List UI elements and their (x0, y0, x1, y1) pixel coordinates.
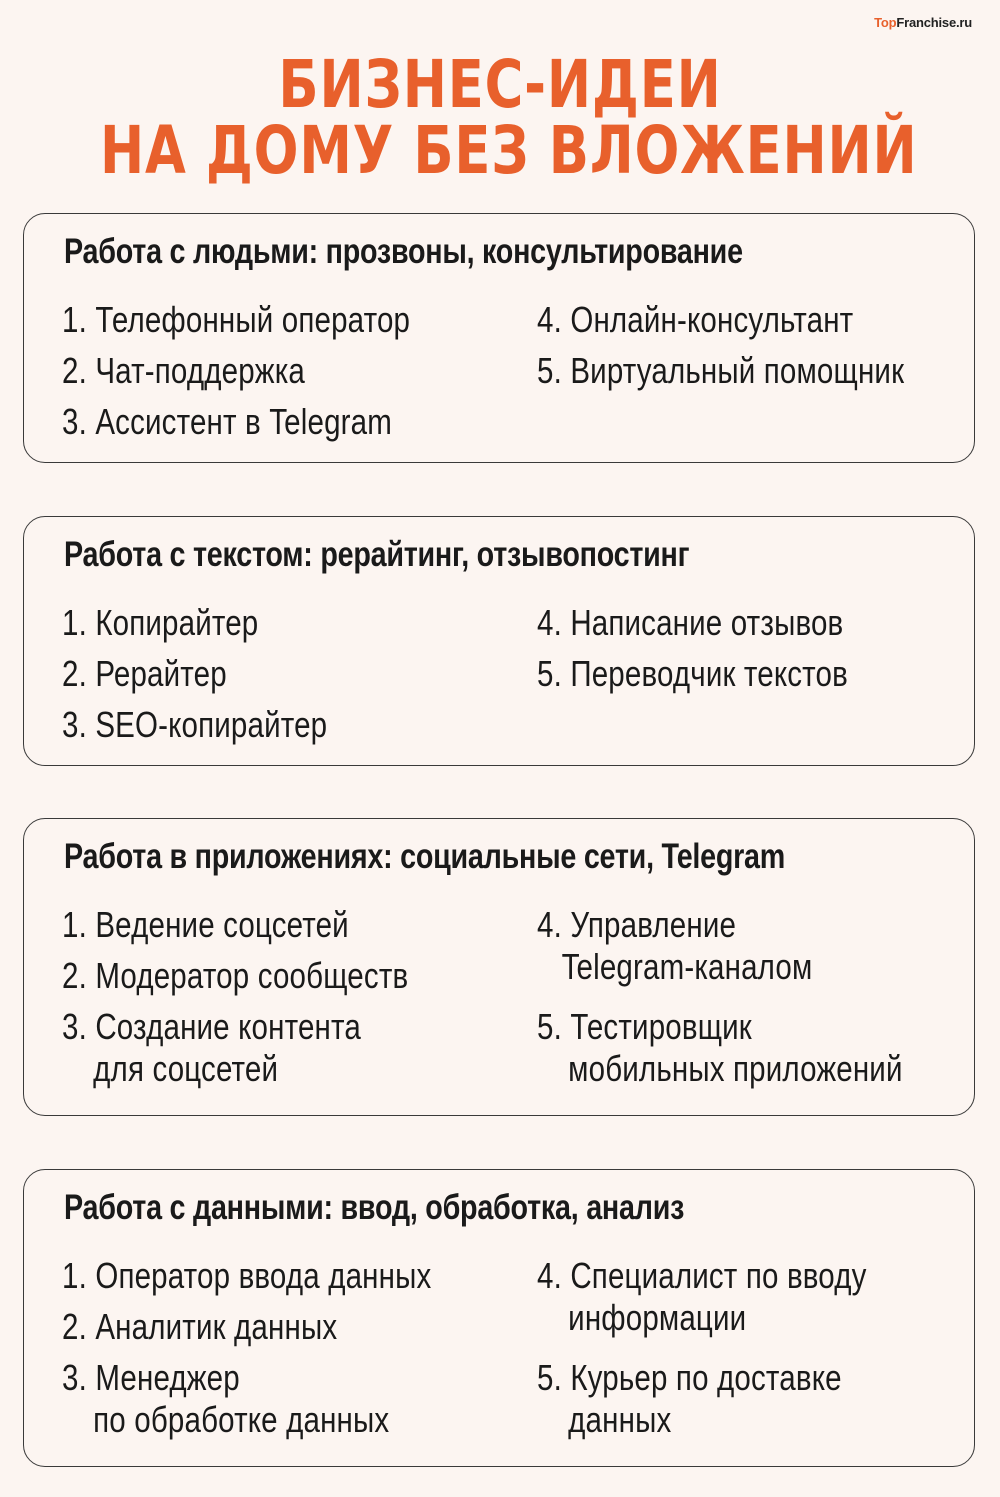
list-item: 2. Аналитик данных (62, 1306, 338, 1347)
list-item: 5. Виртуальный помощник (537, 350, 905, 391)
section-heading: Работа с людьми: прозвоны, консультирование (64, 232, 743, 271)
section-card-data (23, 1169, 975, 1467)
section-heading: Работа с текстом: рерайтинг, отзывопостинг (64, 535, 690, 574)
page-title-line-1: БИЗНЕС-ИДЕИ (278, 46, 722, 123)
section-card-apps (23, 818, 975, 1116)
list-item: 1. Копирайтер (62, 602, 259, 643)
list-item: 2. Модератор сообществ (62, 955, 409, 996)
list-item: 2. Рерайтер (62, 653, 227, 694)
list-item: 4. Написание отзывов (537, 602, 844, 643)
list-item: 2. Чат-поддержка (62, 350, 306, 391)
list-item: 3. Создание контента для соцсетей (62, 1006, 361, 1089)
section-heading: Работа в приложениях: социальные сети, Telegram (64, 837, 786, 876)
list-item: 4. Управление Telegram-каналом (537, 904, 813, 987)
list-item: 1. Ведение соцсетей (62, 904, 349, 945)
logo-part-franchise: Franchise.ru (896, 15, 972, 30)
list-item: 5. Тестировщик мобильных приложений (537, 1006, 903, 1089)
list-item: 4. Онлайн-консультант (537, 299, 854, 340)
page-title (100, 46, 918, 189)
list-item: 1. Оператор ввода данных (62, 1255, 432, 1296)
list-item: 5. Курьер по доставке данных (537, 1357, 842, 1440)
site-logo[interactable] (874, 15, 972, 30)
list-item: 3. Ассистент в Telegram (62, 401, 392, 442)
section-card-people (23, 213, 975, 463)
logo-part-top: Top (874, 15, 897, 30)
list-item: 5. Переводчик текстов (537, 653, 848, 694)
list-item: 3. SEO-копирайтер (62, 704, 328, 745)
section-card-text (23, 516, 975, 766)
list-item: 3. Менеджер по обработке данных (62, 1357, 390, 1440)
page-title-line-2: НА ДОМУ БЕЗ ВЛОЖЕНИЙ (100, 112, 918, 189)
section-heading: Работа с данными: ввод, обработка, анализ (64, 1188, 685, 1227)
list-item: 4. Специалист по вводу информации (537, 1255, 867, 1338)
list-item: 1. Телефонный оператор (62, 299, 411, 340)
